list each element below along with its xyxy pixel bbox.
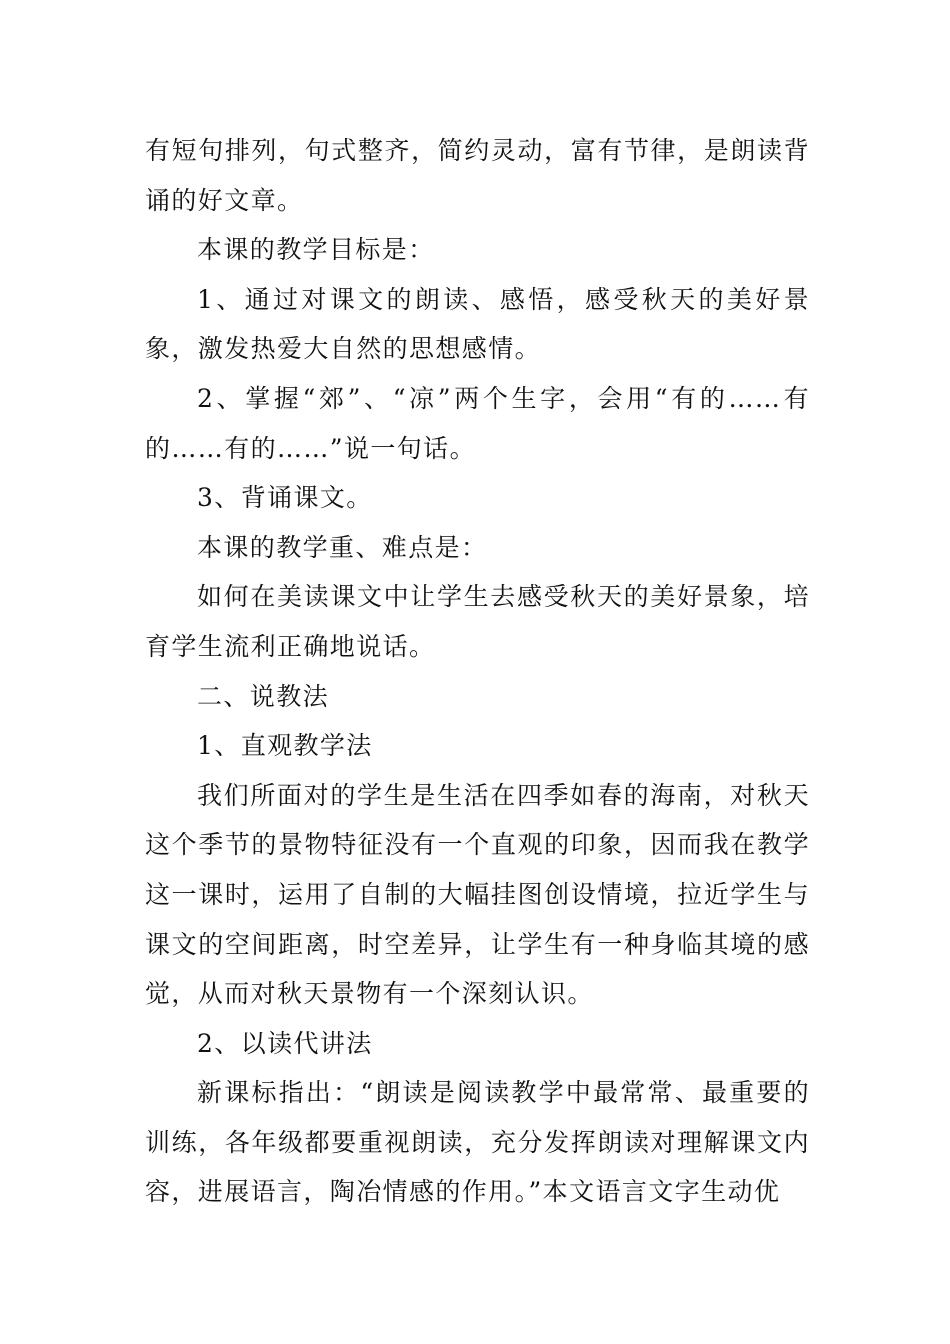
paragraph-12: 新课标指出：“朗读是阅读教学中最常常、最重要的训练，各年级都要重视朗读，充分发挥朗读对理解课文内容，进展语言，陶冶情感的作用。”本文语言文字生动优 — [145, 1078, 810, 1207]
paragraph-1: 有短句排列，句式整齐，简约灵动，富有节律，是朗读背诵的好文章。 — [145, 136, 810, 215]
paragraph-4: 2、掌握“郊”、“凉”两个生字，会用“有的……有的……有的……”说一句话。 — [145, 383, 810, 463]
paragraph-2: 本课的教学目标是： — [197, 235, 435, 265]
paragraph-10: 我们所面对的学生是生活在四季如春的海南，对秋天这个季节的景物特征没有一个直观的印象，因而我在教学这一课时，运用了自制的大幅挂图创设情境，拉近学生与课文的空间距离，时空差异，让学生有一种身临其境的感觉，从而对秋天景物有一个深刻认识。 — [145, 780, 810, 1009]
paragraph-3: 1、通过对课文的朗读、感悟，感受秋天的美好景象，激发热爱大自然的思想感情。 — [145, 284, 810, 364]
paragraph-7: 如何在美读课文中让学生去感受秋天的美好景象，培育学生流利正确地说话。 — [145, 582, 810, 661]
paragraph-6: 本课的教学重、难点是： — [197, 532, 488, 562]
section-heading-teaching-methods: 二、说教法 — [197, 681, 330, 711]
document-body — [145, 126, 810, 1217]
subheading-reading-method: 2、以读代讲法 — [197, 1028, 373, 1058]
paragraph-5: 3、背诵课文。 — [197, 483, 373, 513]
subheading-visual-method: 1、直观教学法 — [197, 731, 373, 761]
